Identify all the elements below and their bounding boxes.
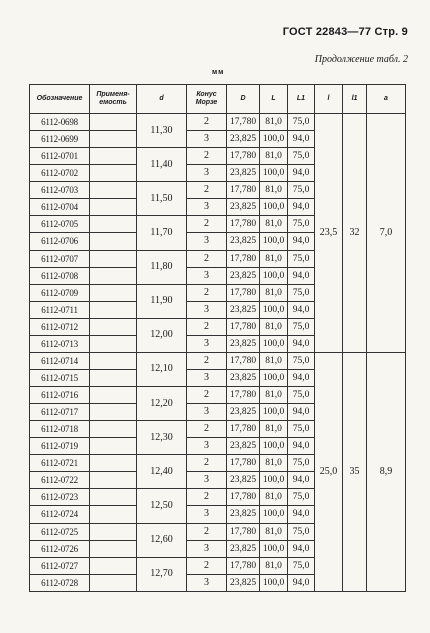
- col-header-l: l: [315, 85, 343, 114]
- L1-cell: 75,0: [288, 352, 315, 369]
- applicability-cell: [90, 438, 137, 455]
- col-header-L1: L1: [288, 85, 315, 114]
- D-cell: 17,780: [227, 455, 260, 472]
- col-header-a: a: [367, 85, 406, 114]
- d-cell: 12,10: [137, 352, 187, 386]
- L-cell: 81,0: [260, 182, 288, 199]
- D-cell: 23,825: [227, 267, 260, 284]
- morse-taper-cell: 3: [187, 540, 227, 557]
- designation-cell: 6112-0726: [30, 540, 90, 557]
- d-cell: 12,70: [137, 557, 187, 591]
- l-cell: 23,5: [315, 114, 343, 353]
- L1-cell: 94,0: [288, 404, 315, 421]
- morse-taper-cell: 2: [187, 387, 227, 404]
- applicability-cell: [90, 489, 137, 506]
- L1-cell: 75,0: [288, 284, 315, 301]
- L1-cell: 94,0: [288, 472, 315, 489]
- D-cell: 23,825: [227, 472, 260, 489]
- d-cell: 11,40: [137, 148, 187, 182]
- L1-cell: 75,0: [288, 148, 315, 165]
- D-cell: 23,825: [227, 301, 260, 318]
- L-cell: 100,0: [260, 301, 288, 318]
- morse-taper-cell: 2: [187, 523, 227, 540]
- D-cell: 17,780: [227, 216, 260, 233]
- L-cell: 100,0: [260, 574, 288, 591]
- designation-cell: 6112-0713: [30, 335, 90, 352]
- D-cell: 17,780: [227, 284, 260, 301]
- morse-taper-cell: 3: [187, 438, 227, 455]
- d-cell: 12,50: [137, 489, 187, 523]
- a-cell: 7,0: [367, 114, 406, 353]
- D-cell: 23,825: [227, 233, 260, 250]
- L-cell: 81,0: [260, 557, 288, 574]
- D-cell: 23,825: [227, 369, 260, 386]
- applicability-cell: [90, 301, 137, 318]
- applicability-cell: [90, 421, 137, 438]
- col-header-designation: Обозначение: [30, 85, 90, 114]
- morse-taper-cell: 3: [187, 131, 227, 148]
- d-cell: 11,70: [137, 216, 187, 250]
- D-cell: 17,780: [227, 489, 260, 506]
- d-cell: 12,00: [137, 318, 187, 352]
- designation-cell: 6112-0712: [30, 318, 90, 335]
- applicability-cell: [90, 472, 137, 489]
- applicability-cell: [90, 114, 137, 131]
- L-cell: 100,0: [260, 165, 288, 182]
- designation-cell: 6112-0722: [30, 472, 90, 489]
- morse-taper-cell: 2: [187, 148, 227, 165]
- applicability-cell: [90, 540, 137, 557]
- L-cell: 81,0: [260, 421, 288, 438]
- applicability-cell: [90, 352, 137, 369]
- morse-taper-cell: 3: [187, 267, 227, 284]
- L1-cell: 75,0: [288, 387, 315, 404]
- L-cell: 100,0: [260, 131, 288, 148]
- designation-cell: 6112-0727: [30, 557, 90, 574]
- designation-cell: 6112-0698: [30, 114, 90, 131]
- designation-cell: 6112-0725: [30, 523, 90, 540]
- L1-cell: 94,0: [288, 369, 315, 386]
- morse-taper-cell: 3: [187, 472, 227, 489]
- d-cell: 11,50: [137, 182, 187, 216]
- L1-cell: 75,0: [288, 489, 315, 506]
- L1-cell: 94,0: [288, 165, 315, 182]
- D-cell: 17,780: [227, 114, 260, 131]
- morse-taper-cell: 3: [187, 404, 227, 421]
- L1-cell: 75,0: [288, 523, 315, 540]
- morse-taper-cell: 3: [187, 335, 227, 352]
- table-row: [30, 114, 406, 131]
- L1-cell: 75,0: [288, 114, 315, 131]
- L-cell: 100,0: [260, 438, 288, 455]
- d-cell: 12,30: [137, 421, 187, 455]
- designation-cell: 6112-0706: [30, 233, 90, 250]
- morse-taper-cell: 2: [187, 352, 227, 369]
- table-body: [30, 114, 406, 592]
- col-header-l1: l1: [343, 85, 367, 114]
- col-header-d: d: [137, 85, 187, 114]
- L1-cell: 94,0: [288, 267, 315, 284]
- L-cell: 100,0: [260, 199, 288, 216]
- L1-cell: 94,0: [288, 233, 315, 250]
- morse-taper-cell: 2: [187, 557, 227, 574]
- designation-cell: 6112-0717: [30, 404, 90, 421]
- d-cell: 11,30: [137, 114, 187, 148]
- L1-cell: 75,0: [288, 557, 315, 574]
- L1-cell: 75,0: [288, 216, 315, 233]
- d-cell: 11,90: [137, 284, 187, 318]
- L-cell: 81,0: [260, 250, 288, 267]
- D-cell: 17,780: [227, 557, 260, 574]
- d-cell: 11,80: [137, 250, 187, 284]
- D-cell: 17,780: [227, 387, 260, 404]
- D-cell: 23,825: [227, 438, 260, 455]
- applicability-cell: [90, 506, 137, 523]
- L1-cell: 94,0: [288, 301, 315, 318]
- applicability-cell: [90, 148, 137, 165]
- designation-cell: 6112-0728: [30, 574, 90, 591]
- D-cell: 23,825: [227, 335, 260, 352]
- morse-taper-cell: 3: [187, 574, 227, 591]
- L1-cell: 75,0: [288, 250, 315, 267]
- applicability-cell: [90, 199, 137, 216]
- table-caption: Продолжение табл. 2: [314, 54, 408, 65]
- morse-taper-cell: 2: [187, 284, 227, 301]
- applicability-cell: [90, 233, 137, 250]
- morse-taper-cell: 2: [187, 250, 227, 267]
- d-cell: 12,20: [137, 387, 187, 421]
- L1-cell: 75,0: [288, 318, 315, 335]
- L-cell: 81,0: [260, 523, 288, 540]
- l1-cell: 32: [343, 114, 367, 353]
- col-header-applicability: Применя-емость: [90, 85, 137, 114]
- D-cell: 23,825: [227, 540, 260, 557]
- L-cell: 100,0: [260, 267, 288, 284]
- L-cell: 81,0: [260, 387, 288, 404]
- L1-cell: 75,0: [288, 455, 315, 472]
- D-cell: 17,780: [227, 182, 260, 199]
- L1-cell: 94,0: [288, 131, 315, 148]
- table-row: [30, 352, 406, 369]
- D-cell: 23,825: [227, 506, 260, 523]
- designation-cell: 6112-0708: [30, 267, 90, 284]
- spec-table: [29, 84, 406, 592]
- L-cell: 100,0: [260, 404, 288, 421]
- designation-cell: 6112-0703: [30, 182, 90, 199]
- morse-taper-cell: 2: [187, 455, 227, 472]
- L-cell: 81,0: [260, 148, 288, 165]
- D-cell: 17,780: [227, 421, 260, 438]
- page-header: ГОСТ 22843—77 Стр. 9: [282, 26, 408, 38]
- designation-cell: 6112-0704: [30, 199, 90, 216]
- morse-taper-cell: 2: [187, 318, 227, 335]
- D-cell: 17,780: [227, 318, 260, 335]
- designation-cell: 6112-0721: [30, 455, 90, 472]
- L-cell: 81,0: [260, 455, 288, 472]
- applicability-cell: [90, 216, 137, 233]
- designation-cell: 6112-0716: [30, 387, 90, 404]
- applicability-cell: [90, 574, 137, 591]
- L1-cell: 94,0: [288, 438, 315, 455]
- designation-cell: 6112-0709: [30, 284, 90, 301]
- applicability-cell: [90, 250, 137, 267]
- table-header-row: [30, 85, 406, 114]
- applicability-cell: [90, 284, 137, 301]
- L1-cell: 94,0: [288, 506, 315, 523]
- morse-taper-cell: 2: [187, 216, 227, 233]
- designation-cell: 6112-0701: [30, 148, 90, 165]
- applicability-cell: [90, 404, 137, 421]
- D-cell: 17,780: [227, 148, 260, 165]
- L-cell: 100,0: [260, 233, 288, 250]
- applicability-cell: [90, 131, 137, 148]
- L1-cell: 94,0: [288, 574, 315, 591]
- applicability-cell: [90, 165, 137, 182]
- applicability-cell: [90, 523, 137, 540]
- L-cell: 100,0: [260, 472, 288, 489]
- morse-taper-cell: 3: [187, 506, 227, 523]
- designation-cell: 6112-0715: [30, 369, 90, 386]
- designation-cell: 6112-0719: [30, 438, 90, 455]
- morse-taper-cell: 3: [187, 165, 227, 182]
- applicability-cell: [90, 318, 137, 335]
- L-cell: 100,0: [260, 540, 288, 557]
- d-cell: 12,40: [137, 455, 187, 489]
- L-cell: 81,0: [260, 489, 288, 506]
- L-cell: 100,0: [260, 369, 288, 386]
- applicability-cell: [90, 387, 137, 404]
- designation-cell: 6112-0705: [30, 216, 90, 233]
- morse-taper-cell: 2: [187, 489, 227, 506]
- designation-cell: 6112-0699: [30, 131, 90, 148]
- D-cell: 17,780: [227, 523, 260, 540]
- designation-cell: 6112-0711: [30, 301, 90, 318]
- unit-label: мм: [212, 69, 225, 76]
- morse-taper-cell: 3: [187, 199, 227, 216]
- morse-taper-cell: 2: [187, 421, 227, 438]
- designation-cell: 6112-0724: [30, 506, 90, 523]
- spec-table-container: [29, 84, 405, 592]
- D-cell: 17,780: [227, 250, 260, 267]
- L-cell: 100,0: [260, 335, 288, 352]
- morse-taper-cell: 3: [187, 233, 227, 250]
- applicability-cell: [90, 369, 137, 386]
- D-cell: 23,825: [227, 165, 260, 182]
- a-cell: 8,9: [367, 352, 406, 591]
- l1-cell: 35: [343, 352, 367, 591]
- L-cell: 81,0: [260, 216, 288, 233]
- applicability-cell: [90, 335, 137, 352]
- designation-cell: 6112-0707: [30, 250, 90, 267]
- L1-cell: 94,0: [288, 335, 315, 352]
- L-cell: 100,0: [260, 506, 288, 523]
- D-cell: 23,825: [227, 404, 260, 421]
- applicability-cell: [90, 182, 137, 199]
- L1-cell: 75,0: [288, 182, 315, 199]
- col-header-D: D: [227, 85, 260, 114]
- col-header-morse-taper: Конус Морзе: [187, 85, 227, 114]
- L-cell: 81,0: [260, 352, 288, 369]
- col-header-L: L: [260, 85, 288, 114]
- morse-taper-cell: 2: [187, 182, 227, 199]
- D-cell: 17,780: [227, 352, 260, 369]
- designation-cell: 6112-0723: [30, 489, 90, 506]
- l-cell: 25,0: [315, 352, 343, 591]
- L1-cell: 75,0: [288, 421, 315, 438]
- L-cell: 81,0: [260, 114, 288, 131]
- designation-cell: 6112-0714: [30, 352, 90, 369]
- morse-taper-cell: 2: [187, 114, 227, 131]
- morse-taper-cell: 3: [187, 301, 227, 318]
- D-cell: 23,825: [227, 131, 260, 148]
- D-cell: 23,825: [227, 574, 260, 591]
- morse-taper-cell: 3: [187, 369, 227, 386]
- applicability-cell: [90, 557, 137, 574]
- applicability-cell: [90, 455, 137, 472]
- L-cell: 81,0: [260, 284, 288, 301]
- designation-cell: 6112-0702: [30, 165, 90, 182]
- L1-cell: 94,0: [288, 540, 315, 557]
- L-cell: 81,0: [260, 318, 288, 335]
- applicability-cell: [90, 267, 137, 284]
- D-cell: 23,825: [227, 199, 260, 216]
- L1-cell: 94,0: [288, 199, 315, 216]
- designation-cell: 6112-0718: [30, 421, 90, 438]
- d-cell: 12,60: [137, 523, 187, 557]
